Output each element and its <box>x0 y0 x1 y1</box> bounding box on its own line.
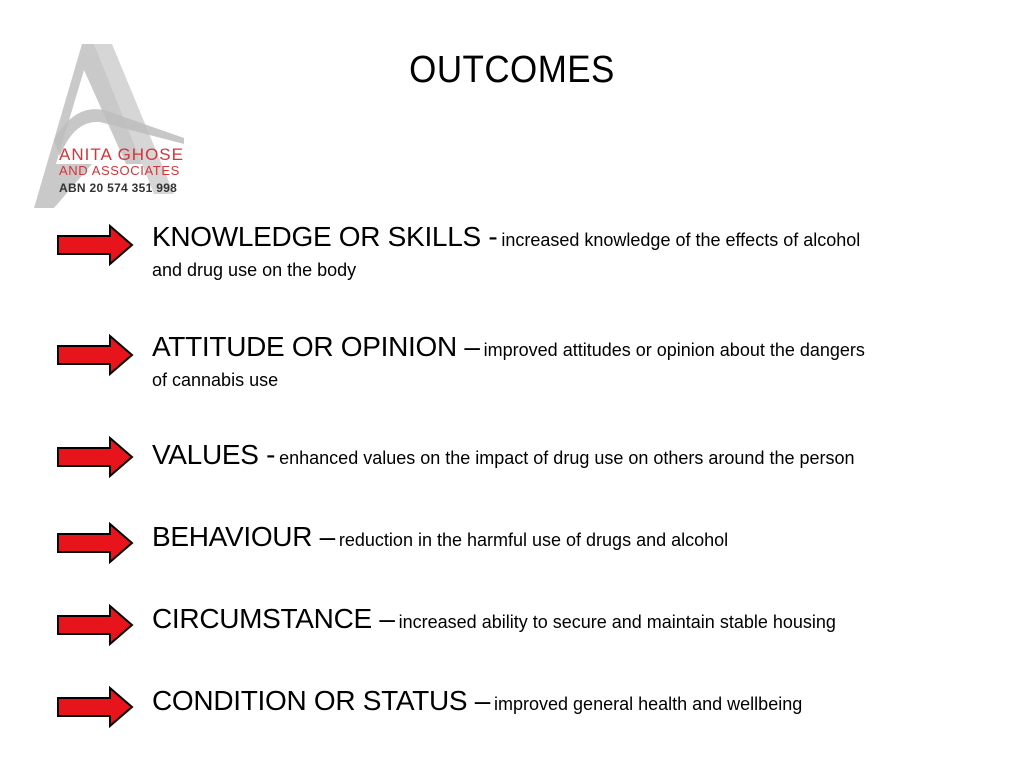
outcome-description: increased knowledge of the effects of alcohol <box>501 230 861 250</box>
outcome-description: enhanced values on the impact of drug use on others around the person <box>279 448 855 468</box>
logo-line-abn: ABN 20 574 351 998 <box>59 181 178 195</box>
arrow-right-icon <box>56 334 134 376</box>
arrow-right-icon <box>56 224 134 266</box>
logo-line-company-name: ANITA GHOSE <box>59 145 184 164</box>
outcome-description-continued: and drug use on the body <box>152 260 357 280</box>
slide-title: OUTCOMES <box>409 49 615 91</box>
outcome-text <box>152 440 972 475</box>
outcome-description-continued: of cannabis use <box>152 370 279 390</box>
arrow-right-icon <box>56 604 134 646</box>
outcome-item-knowledge-or-skills <box>56 222 976 292</box>
arrow-right-icon <box>56 686 134 728</box>
outcome-item-values <box>56 440 976 510</box>
outcome-heading: KNOWLEDGE OR SKILLS - <box>152 221 498 252</box>
outcome-heading: BEHAVIOUR – <box>152 521 335 552</box>
outcome-item-attitude-or-opinion <box>56 332 976 402</box>
outcome-text <box>152 604 972 639</box>
arrow-right-icon <box>56 436 134 478</box>
outcome-text <box>152 686 972 721</box>
outcome-item-circumstance <box>56 604 976 674</box>
outcome-text <box>152 222 972 283</box>
outcome-heading: ATTITUDE OR OPINION – <box>152 331 480 362</box>
outcome-description: improved attitudes or opinion about the dangers <box>483 340 865 360</box>
outcome-description: increased ability to secure and maintain stable housing <box>398 612 836 632</box>
outcome-text <box>152 522 972 557</box>
outcome-text <box>152 332 972 393</box>
outcome-heading: VALUES - <box>152 439 276 470</box>
arrow-right-icon <box>56 522 134 564</box>
outcome-description: improved general health and wellbeing <box>494 694 803 714</box>
outcome-item-condition-or-status <box>56 686 976 756</box>
outcome-heading: CIRCUMSTANCE – <box>152 603 395 634</box>
outcome-item-behaviour <box>56 522 976 592</box>
logo-line-associates: AND ASSOCIATES <box>59 163 180 178</box>
outcome-description: reduction in the harmful use of drugs and alcohol <box>338 530 729 550</box>
outcome-heading: CONDITION OR STATUS – <box>152 685 491 716</box>
